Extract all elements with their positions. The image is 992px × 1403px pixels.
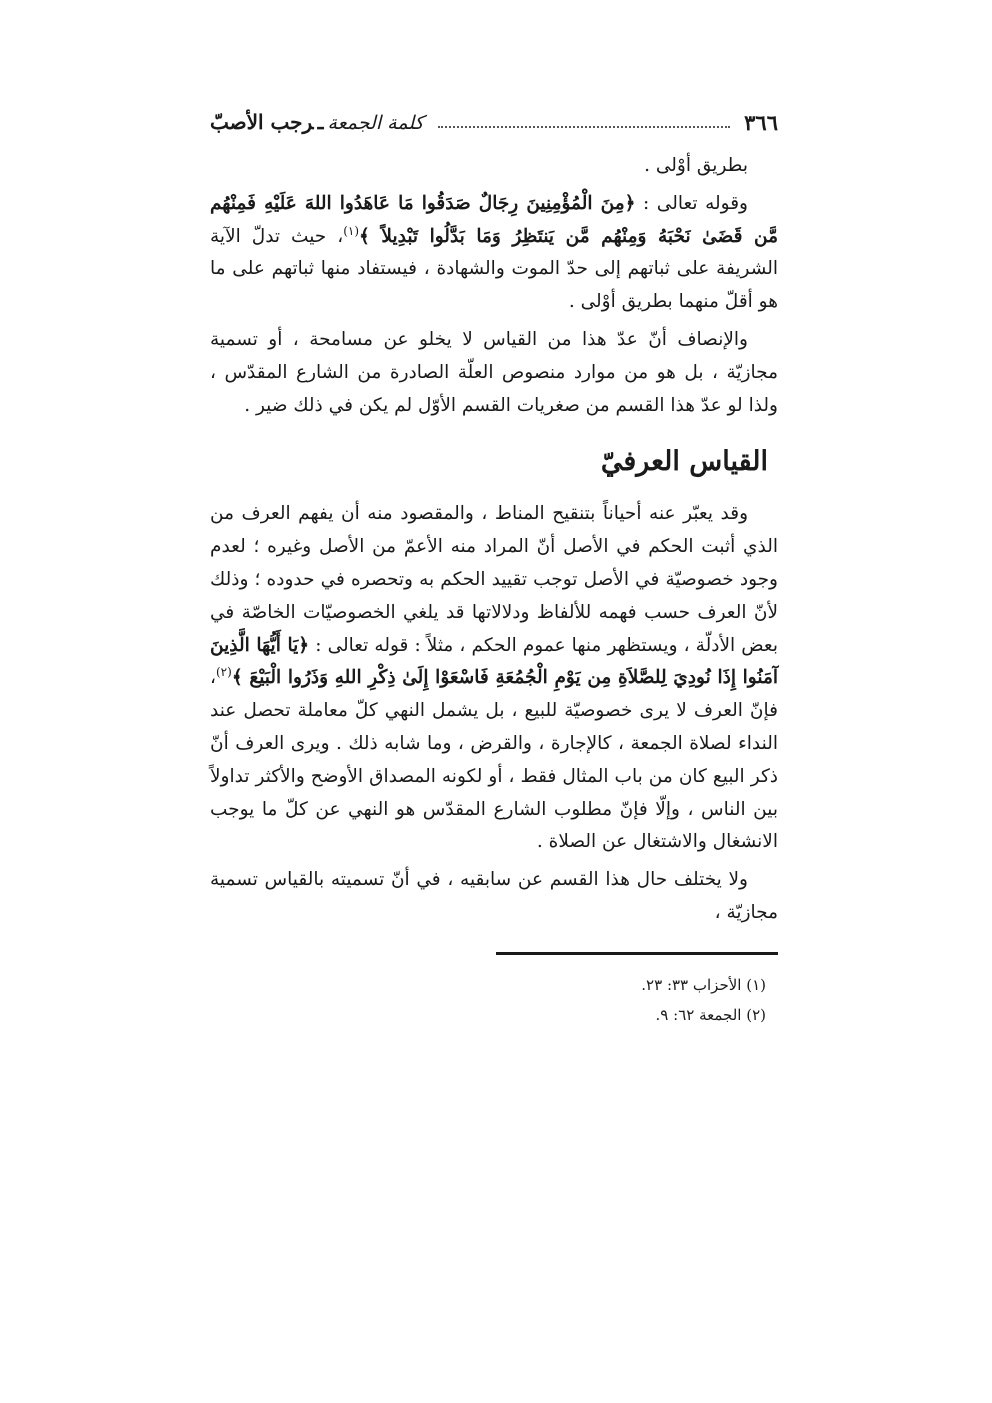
quran-verse-2: ﴿يَا أَيُّهَا الَّذِينَ آمَنُوا إِذَا نُودِيَ لِلصَّلاَةِ مِن يَوْمِ الْجُمُعَةِ فَاسْعَوْا إِلَىٰ ذِكْرِ اللهِ وَذَرُوا الْبَيْعَ ﴾	[210, 634, 778, 689]
paragraph-5	[210, 864, 778, 930]
book-brand: كلمة الجمعة	[327, 112, 424, 134]
paragraph-2-intro: وقوله تعالى :	[643, 192, 748, 214]
month-title: رجب الأصبّ	[210, 110, 314, 134]
page-number: ٣٦٦	[744, 109, 778, 135]
footnote-2: (٢) الجمعة ٦٢: ٩.	[655, 1006, 766, 1024]
paragraph-4	[210, 498, 778, 859]
footnotes	[210, 970, 778, 1030]
paragraph-2-rest: ، حيث تدلّ الآية الشريفة على ثباتهم إلى حدّ الموت والشهادة ، فيستفاد منها ثباتهم على ما هو أقلّ منهما بطريق أوْلى .	[210, 225, 778, 313]
running-title	[210, 110, 424, 134]
footnote-marker-1: (١)	[343, 223, 360, 238]
footnote-marker-2: (٢)	[215, 665, 232, 680]
body-text	[210, 150, 778, 935]
footnote-1: (١) الأحزاب ٣٣: ٢٣.	[641, 976, 766, 994]
paragraph-1-text: بطريق أوْلى .	[644, 155, 748, 176]
title-separator: ـ	[317, 110, 324, 134]
paragraph-2	[210, 188, 778, 319]
quran-verse-1: ﴿مِنَ الْمُؤْمِنِينَ رِجَالٌ صَدَقُوا مَا عَاهَدُوا اللهَ عَلَيْهِ فَمِنْهُم مَّن قَضَىٰ نَحْبَهُ وَمِنْهُم مَّن يَنتَظِرُ وَمَا بَدَّلُوا تَبْدِيلاً ﴾	[210, 192, 778, 247]
paragraph-4-intro: وقد يعبّر عنه أحياناً بتنقيح المناط ، والمقصود منه أن يفهم العرف من الذي أثبت الحكم في الأصل أنّ المراد منه الأعمّ من الأصل وغيره ؛ لعدم وجود خصوصيّة في الأصل توجب تقييد الحكم به وتحصره في حدوده ؛ وذلك لأنّ العرف حسب فهمه للألفاظ ودلالاتها قد يلغي الخصوصيّات الخاصّة في بعض الأدلّة ، ويستظهر منها عموم الحكم ، مثلاً : قوله تعالى :	[210, 503, 779, 656]
paragraph-5-text: ولا يختلف حال هذا القسم عن سابقيه ، في أنّ تسميته بالقياس تسمية مجازيّة ،	[210, 869, 778, 923]
paragraph-3	[210, 324, 778, 422]
header-dotted-leader	[438, 124, 730, 128]
paragraph-4-rest: ، فإنّ العرف لا يرى خصوصيّة للبيع ، بل يشمل النهي كلّ معاملة تحصل عند النداء لصلاة الجمعة ، كالإجارة ، والقرض ، وما شابه ذلك . ويرى العرف أنّ ذكر البيع كان من باب المثال فقط ، أو لكونه المصداق الأوضح والأكثر تداولاً بين الناس ، وإلّا فإنّ مطلوب الشارع المقدّس هو النهي عن كلّ ما يوجب الانشغال والاشتغال عن الصلاة .	[210, 667, 778, 853]
paragraph-3-text: والإنصاف أنّ عدّ هذا من القياس لا يخلو عن مسامحة ، أو تسمية مجازيّة ، بل هو من موارد منصوص العلّة الصادرة من الشارع المقدّس ، ولذا لو عدّ هذا القسم من صغريات القسم الأوّل لم يكن في ذلك ضير .	[210, 328, 778, 416]
paragraph-1	[210, 150, 778, 183]
running-header	[210, 104, 778, 140]
section-heading: القياس العرفيّ	[600, 446, 768, 478]
footnote-separator	[496, 952, 778, 955]
